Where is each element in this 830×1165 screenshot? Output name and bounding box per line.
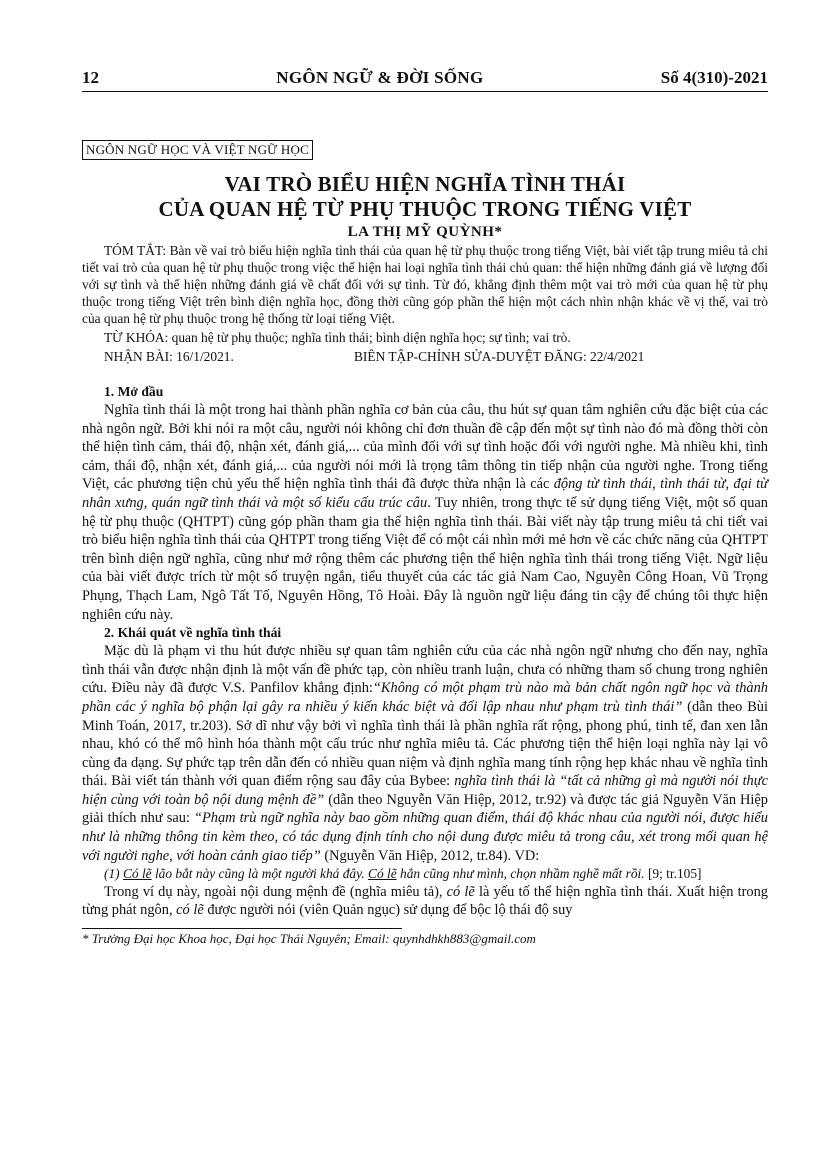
- section-label: NGÔN NGỮ HỌC VÀ VIỆT NGỮ HỌC: [82, 140, 313, 160]
- title-line-2: CỦA QUAN HỆ TỪ PHỤ THUỘC TRONG TIẾNG VIỆT: [158, 197, 692, 221]
- section2-paragraph-2: Trong ví dụ này, ngoài nội dung mệnh đề (nghĩa miêu tả), có lẽ là yếu tố thể hiện nghĩa tình thái. Xuất hiện trong từng phát ngôn, có lẽ được người nói (viên Quản ngục) sử dụng để bộc lộ thái độ suy: [82, 883, 768, 919]
- page-number: 12: [82, 68, 99, 87]
- section1-paragraph: Nghĩa tình thái là một trong hai thành phần nghĩa cơ bản của câu, thu hút sự quan tâm nghiên cứu đặc biệt của các nhà ngôn ngữ. Bởi khi nói ra một câu, người nói không chỉ đơn thuần đề cập đến một sự tình nào đó mà đồng thời còn thể hiện tình cảm, thái độ, nhận xét, đánh giá,... của mình đối với sự tình hoặc đối với người nghe. Mà nhiều khi, tình cảm, thái độ, nhận xét, đánh giá,... của người nói mới là trọng tâm thông tin tiếp nhận của người nghe. Trong tiếng Việt, các phương tiện chủ yếu thể hiện nghĩa tình thái đã được thừa nhận là các động từ tình thái, tình thái từ, đại từ nhân xưng, quán ngữ tình thái và một số kiểu cấu trúc câu. Tuy nhiên, trong thực tế sử dụng tiếng Việt, một số quan hệ từ phụ thuộc (QHTPT) cũng góp phần tham gia thể hiện nghĩa tình thái. Bài viết này tập trung miêu tả chi tiết vai trò biểu hiện nghĩa tình thái của QHTPT trong tiếng Việt để có một cái nhìn mới mẻ hơn về các chức năng của QHTPT trên bình diện ngữ nghĩa, cũng như mở rộng thêm các phương tiện thể hiện nghĩa tình thái trong tiếng Việt. Ngữ liệu của bài viết được trích từ một số truyện ngắn, tiểu thuyết của các tác giả Nam Cao, Nguyễn Công Hoan, Vũ Trọng Phụng, Thạch Lam, Ngô Tất Tố, Nguyên Hồng, Tô Hoài. Đây là nguồn ngữ liệu đáng tin cậy để chúng tôi thực hiện nghiên cứu này.: [82, 402, 768, 623]
- issue-number: Số 4(310)-2021: [660, 68, 768, 87]
- title-line-1: VAI TRÒ BIỂU HIỆN NGHĨA TÌNH THÁI: [224, 172, 626, 196]
- section-heading-2: 2. Khái quát về nghĩa tình thái: [104, 625, 282, 641]
- section2-paragraph-1: Mặc dù là phạm vi thu hút được nhiều sự quan tâm nghiên cứu của các nhà ngôn ngữ nhưng cho đến nay, nghĩa tình thái vẫn được nhận định là một vấn đề phức tạp, còn nhiều tranh luận, chưa có những tham số chung trong nghiên cứu. Điều này đã được V.S. Panfilov khẳng định:“Không có một phạm trù nào mà bản chất ngôn ngữ học và thành phần các ý nghĩa bộ phận lại gây ra nhiều ý kiến khác biệt và đối lập nhau như phạm trù tình thái” (dẫn theo Bùi Minh Toán, 2017, tr.203). Sở dĩ như vậy bởi vì nghĩa tình thái là phần nghĩa rất rộng, phong phú, tinh tế, đan xen lẫn nhau, khó có thể mô hình hóa thành một cấu trúc như nghĩa miêu tả. Các phương tiện thể hiện loại nghĩa này lại vô cùng đa dạng. Sự phức tạp trên dẫn đến có nhiều quan niệm và định nghĩa mang tính rộng hẹp khác nhau về nghĩa tình thái. Bài viết tán thành với quan điểm rộng sau đây của Bybee: nghĩa tình thái là “tất cả những gì mà người nói thực hiện cùng với toàn bộ nội dung mệnh đề” (dẫn theo Nguyễn Văn Hiệp, 2012, tr.92) và được tác giả Nguyễn Văn Hiệp giải thích như sau: “Phạm trù ngữ nghĩa này bao gồm những quan điểm, thái độ khác nhau của người nói, được hiểu như là những thông tin kèm theo, có tác dụng định tính cho nội dung được miêu tả trong câu, xét trong mối quan hệ với người nghe, với hoàn cảnh giao tiếp” (Nguyễn Văn Hiệp, 2012, tr.84). VD:: [82, 643, 768, 864]
- keywords: TỪ KHÓA: quan hệ từ phụ thuộc; nghĩa tình thái; bình diện nghĩa học; sự tình; vai trò.: [104, 330, 571, 345]
- author-name: LA THỊ MỸ QUỲNH*: [347, 224, 503, 240]
- dates-line: [82, 348, 768, 365]
- article-page: [82, 68, 768, 947]
- footnote-divider: [82, 928, 402, 929]
- example-1: (1) Có lẽ lão bắt này cũng là một người khá đây. Có lẽ hắn cũng như mình, chọn nhầm nghề mất rồi. [9; tr.105]: [104, 866, 702, 882]
- running-header: [82, 68, 768, 92]
- journal-name: NGÔN NGỮ & ĐỜI SỐNG: [276, 68, 484, 87]
- edited-date: BIÊN TẬP-CHỈNH SỬA-DUYỆT ĐĂNG: 22/4/2021: [354, 349, 645, 364]
- received-date: NHẬN BÀI: 16/1/2021.: [104, 349, 234, 364]
- section-heading-1: 1. Mở đầu: [104, 384, 164, 399]
- article-title: [82, 172, 768, 222]
- abstract: TÓM TẮT: Bàn về vai trò biểu hiện nghĩa tình thái của quan hệ từ phụ thuộc trong tiếng Việt, bài viết tập trung miêu tả chi tiết vai trò của quan hệ từ phụ thuộc trong việc thể hiện hai loại nghĩa tình thái chủ quan: thể hiện những đánh giá về lượng đối với sự tình và thể hiện những đánh giá về chất đối với sự tình. Từ đó, khẳng định thêm một vai trò mới của quan hệ từ phụ thuộc trong tiếng Việt trên bình diện nghĩa học, đồng thời cũng góp phần thể hiện một cách nhìn nhận khác về vị thế, vai trò của quan hệ từ phụ thuộc trong hệ thống từ loại tiếng Việt.: [82, 243, 768, 326]
- author-footnote: * Trường Đại học Khoa học, Đại học Thái Nguyên; Email: quynhdhkh883@gmail.com: [82, 930, 536, 946]
